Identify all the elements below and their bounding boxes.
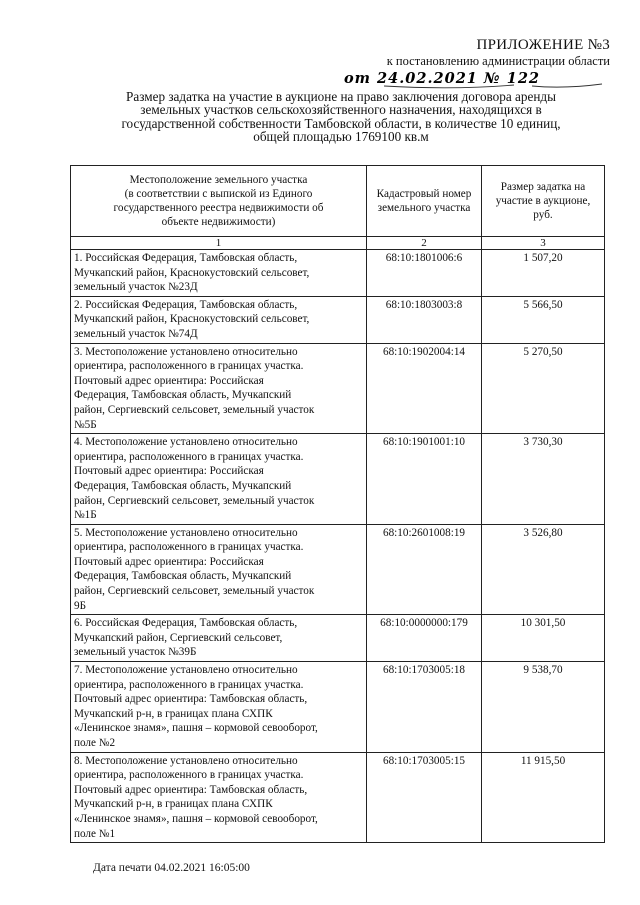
title-line: земельных участков сельскохозяйственного назначения, находящихся в: [140, 102, 542, 118]
column-header-cadastral: Кадастровый номер земельного участка: [367, 166, 482, 237]
title-line: общей площадью 1769100 кв.м: [253, 129, 429, 145]
cell-cadastral-number: 68:10:1803003:8: [367, 296, 482, 343]
cell-location: 3. Местоположение установлено относительно ориентира, расположенного в границах участка. Почтовый адрес ориентира: Российская Федерация, Тамбовская область, Мучкапский район, Сергиевский сельсовет, земельный участок №5Б: [71, 343, 367, 434]
cell-cadastral-number: 68:10:1801006:6: [367, 250, 482, 297]
cell-cadastral-number: 68:10:1901001:10: [367, 434, 482, 525]
handwritten-decree-number: [344, 68, 608, 90]
appendix-block: [330, 36, 610, 69]
table-row: [71, 434, 605, 525]
title-line: Размер задатка на участие в аукционе на право заключения договора аренды: [126, 89, 556, 104]
handwriting-underline: [344, 68, 608, 90]
column-number-row: [71, 237, 605, 250]
table-row: [71, 524, 605, 615]
cell-cadastral-number: 68:10:1902004:14: [367, 343, 482, 434]
column-number: 2: [367, 237, 482, 250]
column-number: 1: [71, 237, 367, 250]
cell-cadastral-number: 68:10:1703005:15: [367, 752, 482, 843]
cell-cadastral-number: 68:10:1703005:18: [367, 662, 482, 753]
cell-deposit-amount: 5 270,50: [482, 343, 605, 434]
table-row: [71, 752, 605, 843]
cell-deposit-amount: 5 566,50: [482, 296, 605, 343]
table-row: [71, 296, 605, 343]
table-header-row: [71, 166, 605, 237]
cell-cadastral-number: 68:10:0000000:179: [367, 615, 482, 662]
cell-deposit-amount: 10 301,50: [482, 615, 605, 662]
table-row: [71, 615, 605, 662]
resolution-reference: к постановлению администрации области: [386, 54, 610, 68]
cell-deposit-amount: 3 526,80: [482, 524, 605, 615]
cell-deposit-amount: 11 915,50: [482, 752, 605, 843]
table-row: [71, 250, 605, 297]
cell-deposit-amount: 9 538,70: [482, 662, 605, 753]
table-row: [71, 662, 605, 753]
cell-location: 2. Российская Федерация, Тамбовская область, Мучкапский район, Краснокустовский сельсовет, земельный участок №74Д: [71, 296, 367, 343]
deposits-table: [70, 165, 605, 843]
cell-location: 7. Местоположение установлено относительно ориентира, расположенного в границах участка. Почтовый адрес ориентира: Тамбовская область, Мучкапский р-н, в границах плана СХПК «Ленинское знамя», пашня – кормовой севооборот, поле №2: [71, 662, 367, 753]
decree-text: от 24.02.2021 № 122: [344, 70, 540, 87]
cell-location: 1. Российская Федерация, Тамбовская область, Мучкапский район, Краснокустовский сельсовет, земельный участок №23Д: [71, 250, 367, 297]
cell-cadastral-number: 68:10:2601008:19: [367, 524, 482, 615]
cell-location: 6. Российская Федерация, Тамбовская область, Мучкапский район, Сергиевский сельсовет, земельный участок №39Б: [71, 615, 367, 662]
cell-location: 4. Местоположение установлено относительно ориентира, расположенного в границах участка. Почтовый адрес ориентира: Российская Федерация, Тамбовская область, Мучкапский район, Сергиевский сельсовет, земельный участок №1Б: [71, 434, 367, 525]
column-header-location: Местоположение земельного участка (в соответствии с выпиской из Единого государственного реестра недвижимости об объекте недвижимости): [71, 166, 367, 237]
cell-location: 8. Местоположение установлено относительно ориентира, расположенного в границах участка. Почтовый адрес ориентира: Тамбовская область, Мучкапский р-н, в границах плана СХПК «Ленинское знамя», пашня – кормовой севооборот, поле №1: [71, 752, 367, 843]
table-row: [71, 343, 605, 434]
document-title: [80, 90, 602, 144]
column-number: 3: [482, 237, 605, 250]
cell-deposit-amount: 1 507,20: [482, 250, 605, 297]
print-date: Дата печати 04.02.2021 16:05:00: [93, 862, 250, 874]
cell-location: 5. Местоположение установлено относительно ориентира, расположенного в границах участка. Почтовый адрес ориентира: Российская Федерация, Тамбовская область, Мучкапский район, Сергиевский сельсовет, земельный участок 9Б: [71, 524, 367, 615]
title-line: государственной собственности Тамбовской области, в количестве 10 единиц,: [121, 115, 561, 131]
column-header-deposit: Размер задатка на участие в аукционе, руб.: [482, 166, 605, 237]
cell-deposit-amount: 3 730,30: [482, 434, 605, 525]
appendix-title: ПРИЛОЖЕНИЕ №3: [476, 37, 610, 53]
